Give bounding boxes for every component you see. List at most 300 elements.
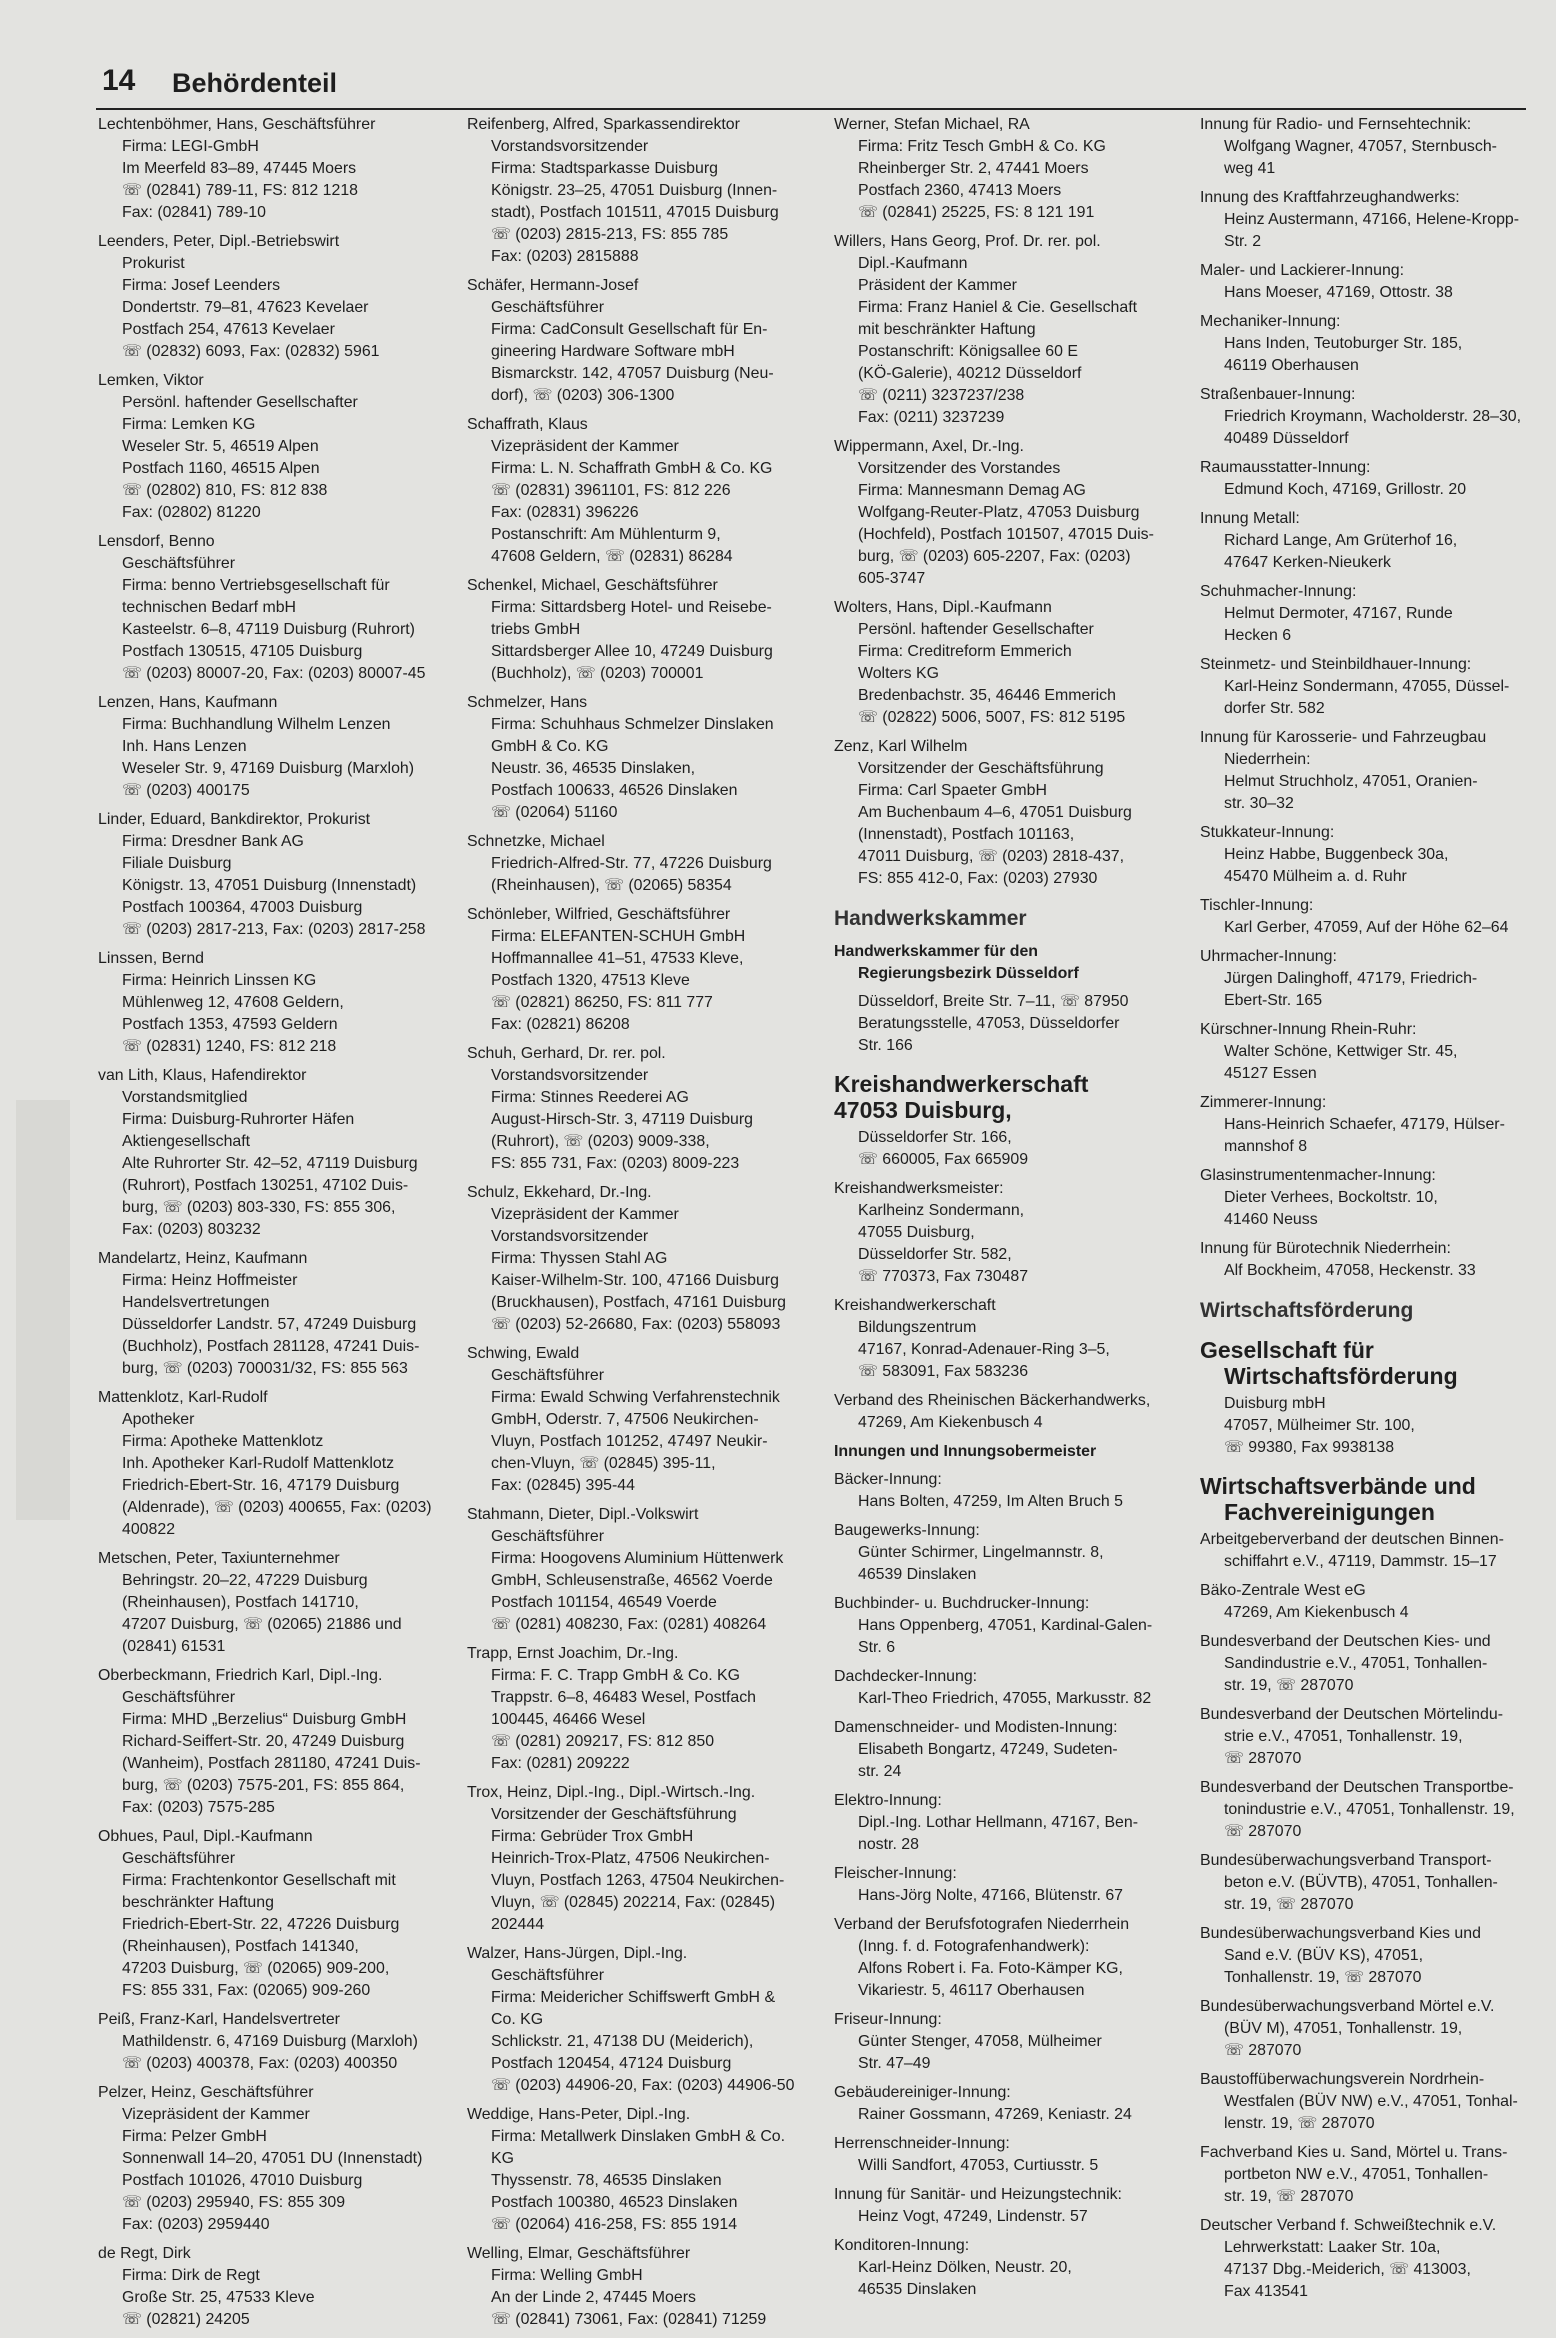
directory-entry — [834, 1593, 1184, 1659]
directory-entry — [1200, 1850, 1530, 1916]
entry-line: ☏ (02822) 5006, 5007, FS: 812 5195 — [858, 709, 1126, 726]
entry-line: Vizepräsident der Kammer — [122, 2106, 310, 2123]
entry-line: Firma: Apotheke Mattenklotz — [122, 1433, 324, 1450]
entry-line: Fax: (02831) 396226 — [491, 504, 639, 521]
entry-line: Vorstandsvorsitzender — [491, 1228, 649, 1245]
directory-entry — [834, 1390, 1184, 1434]
entry-name: Bäko-Zentrale West eG — [1200, 1582, 1366, 1599]
directory-entry — [1200, 581, 1530, 647]
entry-line: 47608 Geldern, ☏ (02831) 86284 — [491, 548, 733, 565]
entry-line: Friedrich-Alfred-Str. 77, 47226 Duisburg — [491, 855, 772, 872]
directory-entry — [467, 275, 812, 407]
entry-line: Helmut Dermoter, 47167, Runde — [1224, 605, 1453, 622]
entry-line: An der Linde 2, 47445 Moers — [491, 2289, 696, 2306]
column-1 — [98, 114, 448, 2338]
entry-line: Günter Stenger, 47058, Mülheimer — [858, 2033, 1102, 2050]
entry-line: Trappstr. 6–8, 46483 Wesel, Postfach — [491, 1689, 756, 1706]
entry-line: Firma: Gebrüder Trox GmbH — [491, 1828, 694, 1845]
entry-line: Vluyn, Postfach 101252, 47497 Neukir- — [491, 1433, 768, 1450]
entry-line: lenstr. 19, ☏ 287070 — [1224, 2115, 1375, 2132]
entry-line: 47011 Duisburg, ☏ (0203) 2818-437, — [858, 848, 1125, 865]
directory-entry — [1200, 2215, 1530, 2303]
entry-line: (Buchholz), Postfach 281128, 47241 Duis- — [122, 1338, 420, 1355]
entry-line: (Wanheim), Postfach 281180, 47241 Duis- — [122, 1755, 421, 1772]
directory-entry — [1200, 822, 1530, 888]
entry-line: ☏ (0203) 2815-213, FS: 855 785 — [491, 226, 729, 243]
entry-line: Firma: Hoogovens Aluminium Hüttenwerk — [491, 1550, 784, 1567]
kreishandwerkerschaft-address — [834, 1127, 1184, 1171]
entry-name: Fleischer-Innung: — [834, 1865, 957, 1882]
directory-entry — [467, 575, 812, 685]
entry-line: Fax: (0211) 3237239 — [858, 409, 1005, 426]
entry-line: Jürgen Dalinghoff, 47179, Friedrich- — [1224, 970, 1478, 987]
entry-name: Schaffrath, Klaus — [467, 416, 588, 433]
entry-line: ☏ 287070 — [1224, 1823, 1302, 1840]
entry-line: Lehrwerkstatt: Laaker Str. 10a, — [1224, 2239, 1441, 2256]
entry-line: 47269, Am Kiekenbusch 4 — [858, 1414, 1043, 1431]
entry-name: Innung für Karosserie- und Fahrzeugbau — [1200, 729, 1487, 746]
page-number: 14 — [102, 64, 136, 97]
entry-line: Friedrich-Ebert-Str. 22, 47226 Duisburg — [122, 1916, 400, 1933]
entry-line: 40489 Düsseldorf — [1224, 430, 1349, 447]
entry-name: Bundesüberwachungsverband Kies und — [1200, 1925, 1481, 1942]
directory-entry — [98, 1065, 448, 1241]
entry-line: beschränkter Haftung — [122, 1894, 274, 1911]
entry-line: ☏ (02064) 416-258, FS: 855 1914 — [491, 2216, 738, 2233]
entry-line: 47207 Duisburg, ☏ (02065) 21886 und — [122, 1616, 402, 1633]
entry-line: ☏ 770373, Fax 730487 — [858, 1268, 1029, 1285]
entry-name: Schmelzer, Hans — [467, 694, 588, 711]
entry-line: Fax: (0203) 7575-285 — [122, 1799, 275, 1816]
entry-line: str. 19, ☏ 287070 — [1224, 2188, 1354, 2205]
entry-line: Alte Ruhrorter Str. 42–52, 47119 Duisburg — [122, 1155, 418, 1172]
directory-entry — [467, 831, 812, 897]
directory-entry — [467, 1043, 812, 1175]
entry-line: Geschäftsführer — [491, 299, 605, 316]
entry-line: ☏ 287070 — [1224, 2042, 1302, 2059]
entry-name: Bundesüberwachungsverband Transport- — [1200, 1852, 1492, 1869]
entry-line: Heinrich-Trox-Platz, 47506 Neukirchen- — [491, 1850, 770, 1867]
entry-line: Firma: Mannesmann Demag AG — [858, 482, 1086, 499]
entry-line: Beratungsstelle, 47053, Düsseldorfer — [858, 1015, 1120, 1032]
entry-name: Linssen, Bernd — [98, 950, 205, 967]
entry-line: Handelsvertretungen — [122, 1294, 270, 1311]
entry-name: Kreishandwerkerschaft — [834, 1297, 996, 1314]
directory-entry — [1200, 1631, 1530, 1697]
entry-line: Vizepräsident der Kammer — [491, 1206, 679, 1223]
directory-entry — [467, 2104, 812, 2236]
entry-name: de Regt, Dirk — [98, 2245, 191, 2262]
entry-name: Schäfer, Hermann-Josef — [467, 277, 639, 294]
entry-line: ☏ (02064) 51160 — [491, 804, 618, 821]
entry-line: Postfach 1353, 47593 Geldern — [122, 1016, 338, 1033]
handwerkskammer-address — [834, 991, 1184, 1057]
entry-line: Vorstandsmitglied — [122, 1089, 248, 1106]
entry-line: Firma: Fritz Tesch GmbH & Co. KG — [858, 138, 1106, 155]
directory-entry — [98, 692, 448, 802]
entry-line: Firma: Heinrich Linssen KG — [122, 972, 317, 989]
entry-line: (Innenstadt), Postfach 101163, — [858, 826, 1075, 843]
entry-line: Hans Inden, Teutoburger Str. 185, — [1224, 335, 1463, 352]
entry-line: Fax: (0203) 2815888 — [491, 248, 639, 265]
entry-line: 47055 Duisburg, — [858, 1224, 975, 1241]
entry-name: Schönleber, Wilfried, Geschäftsführer — [467, 906, 731, 923]
directory-entry — [98, 2082, 448, 2236]
entry-name: Schuh, Gerhard, Dr. rer. pol. — [467, 1045, 666, 1062]
entry-line: Mühlenweg 12, 47608 Geldern, — [122, 994, 344, 1011]
entry-line: Firma: Creditreform Emmerich — [858, 643, 1072, 660]
directory-entry — [467, 1343, 812, 1497]
entry-line: Neustr. 36, 46535 Dinslaken, — [491, 760, 696, 777]
entry-line: Alf Bockheim, 47058, Heckenstr. 33 — [1224, 1262, 1476, 1279]
entry-name: Herrenschneider-Innung: — [834, 2135, 1010, 2152]
entry-name: Lensdorf, Benno — [98, 533, 215, 550]
entry-line: ☏ (0203) 52-26680, Fax: (0203) 558093 — [491, 1316, 781, 1333]
entry-line: Postfach 101026, 47010 Duisburg — [122, 2172, 363, 2189]
entry-name: Innung für Radio- und Fernsehtechnik: — [1200, 116, 1472, 133]
directory-entry — [1200, 1019, 1530, 1085]
entry-line: Co. KG — [491, 2011, 544, 2028]
entry-name: Stahmann, Dieter, Dipl.-Volkswirt — [467, 1506, 699, 1523]
entry-line: Edmund Koch, 47169, Grillostr. 20 — [1224, 481, 1467, 498]
entry-line: Hans-Heinrich Schaefer, 47179, Hülser- — [1224, 1116, 1505, 1133]
directory-entry — [467, 414, 812, 568]
entry-name: Deutscher Verband f. Schweißtechnik e.V. — [1200, 2217, 1497, 2234]
entry-line: 46539 Dinslaken — [858, 1566, 977, 1583]
directory-entry — [467, 1943, 812, 2097]
entry-line: Inh. Apotheker Karl-Rudolf Mattenklotz — [122, 1455, 395, 1472]
directory-entry — [1200, 311, 1530, 377]
entry-line: Fax 413541 — [1224, 2283, 1308, 2300]
entry-line: ☏ 287070 — [1224, 1750, 1302, 1767]
innungen-heading: Innungen und Innungsobermeister — [834, 1443, 1097, 1460]
entry-line: Hecken 6 — [1224, 627, 1292, 644]
entry-line: Wolfgang-Reuter-Platz, 47053 Duisburg — [858, 504, 1140, 521]
entry-line: (Rheinhausen), ☏ (02065) 58354 — [491, 877, 732, 894]
entry-line: FS: 855 731, Fax: (0203) 8009-223 — [491, 1155, 740, 1172]
entry-name: Lechtenböhmer, Hans, Geschäftsführer — [98, 116, 376, 133]
entry-line: burg, ☏ (0203) 605-2207, Fax: (0203) — [858, 548, 1131, 565]
entry-line: Firma: Josef Leenders — [122, 277, 281, 294]
entry-line: str. 24 — [858, 1763, 902, 1780]
column-4-entries — [1200, 114, 1530, 1282]
entry-line: Dipl.-Ing. Lothar Hellmann, 47167, Ben- — [858, 1814, 1139, 1831]
entry-name: Reifenberg, Alfred, Sparkassendirektor — [467, 116, 740, 133]
directory-entry — [98, 2243, 448, 2331]
entry-line: (Inng. f. d. Fotografenhandwerk): — [858, 1938, 1090, 1955]
heading-line: Gesellschaft für — [1200, 1337, 1374, 1363]
entry-line: Vluyn, ☏ (02845) 202214, Fax: (02845) — [491, 1894, 775, 1911]
entry-line: Firma: Stadtsparkasse Duisburg — [491, 160, 718, 177]
entry-name: Walzer, Hans-Jürgen, Dipl.-Ing. — [467, 1945, 688, 1962]
entry-line: ☏ (02802) 810, FS: 812 838 — [122, 482, 328, 499]
entry-line: burg, ☏ (0203) 7575-201, FS: 855 864, — [122, 1777, 405, 1794]
innungen-list — [834, 1469, 1184, 2301]
directory-entry — [98, 370, 448, 524]
entry-line: Kasteelstr. 6–8, 47119 Duisburg (Ruhrort) — [122, 621, 415, 638]
entry-line: FS: 855 331, Fax: (02065) 909-260 — [122, 1982, 371, 1999]
heading-line: Fachvereinigungen — [1224, 1499, 1435, 1525]
entry-line: ☏ (0211) 3237237/238 — [858, 387, 1025, 404]
column-2 — [467, 114, 812, 2338]
directory-entry — [467, 904, 812, 1036]
entry-line: Postfach 101154, 46549 Voerde — [491, 1594, 717, 1611]
handwerkskammer-subheading — [834, 941, 1184, 985]
entry-name: Verband des Rheinischen Bäckerhandwerks, — [834, 1392, 1151, 1409]
entry-line: schiffahrt e.V., 47119, Dammstr. 15–17 — [1224, 1553, 1497, 1570]
entry-line: 400822 — [122, 1521, 176, 1538]
entry-line: Firma: Stinnes Reederei AG — [491, 1089, 689, 1106]
entry-line: portbeton NW e.V., 47051, Tonhallen- — [1224, 2166, 1489, 2183]
entry-line: ☏ 583091, Fax 583236 — [858, 1363, 1029, 1380]
directory-entry — [1200, 1238, 1530, 1282]
entry-line: Postfach 254, 47613 Kevelaer — [122, 321, 335, 338]
directory-entry — [1200, 895, 1530, 939]
entry-line: (02841) 61531 — [122, 1638, 226, 1655]
entry-line: Vikariestr. 5, 46117 Oberhausen — [858, 1982, 1085, 1999]
directory-entry — [467, 1643, 812, 1775]
directory-entry — [467, 692, 812, 824]
handwerkskammer-subheading-line: Regierungsbezirk Düsseldorf — [858, 965, 1079, 982]
directory-entry — [1200, 187, 1530, 253]
column-3 — [834, 114, 1184, 2308]
entry-line: Firma: F. C. Trapp GmbH & Co. KG — [491, 1667, 741, 1684]
entry-line: 45470 Mülheim a. d. Ruhr — [1224, 868, 1407, 885]
entry-line: ☏ (0203) 2817-213, Fax: (0203) 2817-258 — [122, 921, 426, 938]
entry-line: Firma: Ewald Schwing Verfahrenstechnik — [491, 1389, 780, 1406]
entry-line: Firma: Schuhhaus Schmelzer Dinslaken — [491, 716, 774, 733]
entry-line: Prokurist — [122, 255, 185, 272]
entry-name: Werner, Stefan Michael, RA — [834, 116, 1030, 133]
entry-line: Geschäftsführer — [122, 1689, 236, 1706]
entry-line: strie e.V., 47051, Tonhallenstr. 19, — [1224, 1728, 1463, 1745]
entry-line: Bismarckstr. 142, 47057 Duisburg (Neu- — [491, 365, 774, 382]
entry-name: Innung Metall: — [1200, 510, 1300, 527]
entry-name: Baugewerks-Innung: — [834, 1522, 980, 1539]
directory-entry — [467, 1782, 812, 1936]
entry-name: Bäcker-Innung: — [834, 1471, 942, 1488]
entry-line: Geschäftsführer — [122, 555, 236, 572]
directory-entry — [1200, 2142, 1530, 2208]
entry-line: Aktiengesellschaft — [122, 1133, 251, 1150]
directory-entry — [1200, 1529, 1530, 1573]
entry-line: 100445, 46466 Wesel — [491, 1711, 646, 1728]
entry-line: Heinz Austermann, 47166, Helene-Kropp- — [1224, 211, 1520, 228]
entry-line: August-Hirsch-Str. 3, 47119 Duisburg — [491, 1111, 754, 1128]
entry-line: Firma: Welling GmbH — [491, 2267, 643, 2284]
entry-line: Firma: Duisburg-Ruhrorter Häfen — [122, 1111, 355, 1128]
directory-entry — [834, 1178, 1184, 1288]
entry-line: (Aldenrade), ☏ (0203) 400655, Fax: (0203) — [122, 1499, 432, 1516]
entry-line: Firma: Metallwerk Dinslaken GmbH & Co. — [491, 2128, 786, 2145]
entry-line: 47203 Duisburg, ☏ (02065) 909-200, — [122, 1960, 390, 1977]
entry-name: Obhues, Paul, Dipl.-Kaufmann — [98, 1828, 313, 1845]
entry-line: Firma: Franz Haniel & Cie. Gesellschaft — [858, 299, 1138, 316]
entry-line: Helmut Struchholz, 47051, Oranien- — [1224, 773, 1478, 790]
entry-line: Präsident der Kammer — [858, 277, 1017, 294]
entry-name: Lenzen, Hans, Kaufmann — [98, 694, 278, 711]
entry-line: Günter Schirmer, Lingelmannstr. 8, — [858, 1544, 1104, 1561]
directory-entry — [98, 1665, 448, 1819]
entry-line: ☏ (0203) 400175 — [122, 782, 250, 799]
entry-line: Karl-Theo Friedrich, 47055, Markusstr. 82 — [858, 1690, 1152, 1707]
entry-line: Firma: Pelzer GmbH — [122, 2128, 267, 2145]
entry-line: Postfach 120454, 47124 Duisburg — [491, 2055, 732, 2072]
entry-line: beton e.V. (BÜVTB), 47051, Tonhallen- — [1224, 1874, 1498, 1891]
entry-line: ☏ (0203) 80007-20, Fax: (0203) 80007-45 — [122, 665, 426, 682]
entry-line: Düsseldorfer Str. 166, — [858, 1129, 1012, 1146]
entry-name: Wippermann, Axel, Dr.-Ing. — [834, 438, 1024, 455]
wirtschaftsverbaende-heading — [1200, 1473, 1530, 1525]
entry-line: technischen Bedarf mbH — [122, 599, 297, 616]
entry-line: ☏ (02841) 25225, FS: 8 121 191 — [858, 204, 1095, 221]
entry-line: Dipl.-Kaufmann — [858, 255, 968, 272]
directory-entry — [834, 1469, 1184, 1513]
entry-name: Zimmerer-Innung: — [1200, 1094, 1327, 1111]
entry-name: Tischler-Innung: — [1200, 897, 1314, 914]
entry-line: Filiale Duisburg — [122, 855, 232, 872]
entry-name: Wolters, Hans, Dipl.-Kaufmann — [834, 599, 1052, 616]
gfw-address — [1200, 1393, 1530, 1459]
entry-line: tonindustrie e.V., 47051, Tonhallenstr. 19, — [1224, 1801, 1515, 1818]
directory-entry — [834, 597, 1184, 729]
entry-name: Oberbeckmann, Friedrich Karl, Dipl.-Ing. — [98, 1667, 383, 1684]
directory-entry — [1200, 1092, 1530, 1158]
entry-line: Am Buchenbaum 4–6, 47051 Duisburg — [858, 804, 1132, 821]
entry-name: Verband der Berufsfotografen Niederrhein — [834, 1916, 1130, 1933]
entry-line: str. 19, ☏ 287070 — [1224, 1896, 1354, 1913]
entry-name: Dachdecker-Innung: — [834, 1668, 978, 1685]
entry-line: Firma: MHD „Berzelius“ Duisburg GmbH — [122, 1711, 407, 1728]
directory-entry — [834, 114, 1184, 224]
entry-line: Postfach 100364, 47003 Duisburg — [122, 899, 363, 916]
entry-line: Hans Bolten, 47259, Im Alten Bruch 5 — [858, 1493, 1124, 1510]
entry-line: (Rheinhausen), Postfach 141340, — [122, 1938, 359, 1955]
entry-name: Trapp, Ernst Joachim, Dr.-Ing. — [467, 1645, 679, 1662]
entry-name: Uhrmacher-Innung: — [1200, 948, 1337, 965]
directory-entry — [98, 1826, 448, 2002]
entry-line: Fax: (0203) 2959440 — [122, 2216, 270, 2233]
entry-line: Wolfgang Wagner, 47057, Sternbusch- — [1224, 138, 1497, 155]
entry-name: Leenders, Peter, Dipl.-Betriebswirt — [98, 233, 340, 250]
entry-line: Karl-Heinz Dölken, Neustr. 20, — [858, 2259, 1072, 2276]
section-heading-wirtschaftsfoerderung: Wirtschaftsförderung — [1200, 1299, 1414, 1322]
entry-line: Postfach 1320, 47513 Kleve — [491, 972, 690, 989]
entry-line: Firma: L. N. Schaffrath GmbH & Co. KG — [491, 460, 773, 477]
entry-name: Bundesverband der Deutschen Kies- und — [1200, 1633, 1491, 1650]
column-3-entries — [834, 114, 1184, 890]
entry-name: Glasinstrumentenmacher-Innung: — [1200, 1167, 1436, 1184]
entry-line: Hans-Jörg Nolte, 47166, Blütenstr. 67 — [858, 1887, 1123, 1904]
entry-line: Fax: (0281) 209222 — [491, 1755, 630, 1772]
entry-line: Düsseldorf, Breite Str. 7–11, ☏ 87950 — [858, 993, 1129, 1010]
entry-name: Stukkateur-Innung: — [1200, 824, 1335, 841]
directory-entry — [98, 1387, 448, 1541]
entry-line: (Rheinhausen), Postfach 141710, — [122, 1594, 359, 1611]
entry-line: Westfalen (BÜV NW) e.V., 47051, Tonhal- — [1224, 2093, 1518, 2110]
directory-entry — [834, 736, 1184, 890]
directory-entry — [834, 2082, 1184, 2126]
entry-name: Metschen, Peter, Taxiunternehmer — [98, 1550, 340, 1567]
entry-line: Firma: Lemken KG — [122, 416, 256, 433]
entry-line: Fax: (02841) 789-10 — [122, 204, 266, 221]
entry-line: ☏ (0281) 209217, FS: 812 850 — [491, 1733, 715, 1750]
entry-line: weg 41 — [1224, 160, 1276, 177]
entry-line: 45127 Essen — [1224, 1065, 1317, 1082]
heading-line: Wirtschaftsförderung — [1224, 1363, 1458, 1389]
entry-name: Schulz, Ekkehard, Dr.-Ing. — [467, 1184, 652, 1201]
entry-name: Maler- und Lackierer-Innung: — [1200, 262, 1405, 279]
entry-line: Fax: (02802) 81220 — [122, 504, 261, 521]
directory-entry — [834, 2235, 1184, 2301]
entry-line: nostr. 28 — [858, 1836, 919, 1853]
entry-line: dorf), ☏ (0203) 306-1300 — [491, 387, 675, 404]
entry-line: (Ruhrort), ☏ (0203) 9009-338, — [491, 1133, 710, 1150]
entry-line: Wolters KG — [858, 665, 939, 682]
entry-line: Kaiser-Wilhelm-Str. 100, 47166 Duisburg — [491, 1272, 779, 1289]
entry-line: Str. 47–49 — [858, 2055, 931, 2072]
directory-entry — [834, 1717, 1184, 1783]
entry-line: ☏ (02831) 1240, FS: 812 218 — [122, 1038, 337, 1055]
entry-line: Im Meerfeld 83–89, 47445 Moers — [122, 160, 357, 177]
heading-line: Wirtschaftsverbände und — [1200, 1473, 1476, 1499]
entry-name: Kürschner-Innung Rhein-Ruhr: — [1200, 1021, 1417, 1038]
entry-line: Firma: Frachtenkontor Gesellschaft mit — [122, 1872, 396, 1889]
entry-line: ☏ (02841) 789-11, FS: 812 1218 — [122, 182, 359, 199]
entry-line: Königstr. 13, 47051 Duisburg (Innenstadt) — [122, 877, 417, 894]
directory-entry — [1200, 1996, 1530, 2062]
entry-line: 41460 Neuss — [1224, 1211, 1318, 1228]
entry-name: Weddige, Hans-Peter, Dipl.-Ing. — [467, 2106, 691, 2123]
entry-line: Vizepräsident der Kammer — [491, 438, 679, 455]
entry-line: Friedrich-Ebert-Str. 16, 47179 Duisburg — [122, 1477, 400, 1494]
heading-line: Kreishandwerkerschaft — [834, 1071, 1089, 1097]
entry-line: 47647 Kerken-Nieukerk — [1224, 554, 1391, 571]
entry-line: ☏ (02821) 24205 — [122, 2311, 250, 2328]
entry-line: burg, ☏ (0203) 700031/32, FS: 855 563 — [122, 1360, 408, 1377]
entry-line: GmbH, Schleusenstraße, 46562 Voerde — [491, 1572, 773, 1589]
section-heading-handwerkskammer: Handwerkskammer — [834, 907, 1027, 930]
directory-entry — [834, 2009, 1184, 2075]
directory-entry — [834, 1666, 1184, 1710]
entry-line: Geschäftsführer — [122, 1850, 236, 1867]
directory-entry — [834, 1295, 1184, 1383]
kreis-entries — [834, 1178, 1184, 1434]
entry-line: Firma: Dresdner Bank AG — [122, 833, 304, 850]
directory-entry — [1200, 727, 1530, 815]
entry-line: Postfach 130515, 47105 Duisburg — [122, 643, 363, 660]
entry-line: Firma: Thyssen Stahl AG — [491, 1250, 668, 1267]
entry-line: Vorstandsvorsitzender — [491, 138, 649, 155]
entry-name: Damenschneider- und Modisten-Innung: — [834, 1719, 1118, 1736]
entry-line: Bildungszentrum — [858, 1319, 977, 1336]
entry-line: Dieter Verhees, Bockoltstr. 10, — [1224, 1189, 1438, 1206]
entry-line: ☏ (02831) 3961101, FS: 812 226 — [491, 482, 731, 499]
directory-entry — [1200, 1580, 1530, 1624]
entry-line: 47167, Konrad-Adenauer-Ring 3–5, — [858, 1341, 1110, 1358]
entry-name: Straßenbauer-Innung: — [1200, 386, 1356, 403]
wirtschaftsverbaende-list — [1200, 1529, 1530, 2303]
entry-line: ☏ 660005, Fax 665909 — [858, 1151, 1029, 1168]
directory-entry — [834, 231, 1184, 429]
entry-line: Vorsitzender der Geschäftsführung — [858, 760, 1104, 777]
entry-name: Linder, Eduard, Bankdirektor, Prokurist — [98, 811, 371, 828]
directory-entry — [1200, 457, 1530, 501]
directory-entry — [1200, 1165, 1530, 1231]
page-edge-tab — [16, 1100, 70, 1520]
entry-line: Firma: ELEFANTEN-SCHUH GmbH — [491, 928, 746, 945]
entry-name: Schwing, Ewald — [467, 1345, 580, 1362]
